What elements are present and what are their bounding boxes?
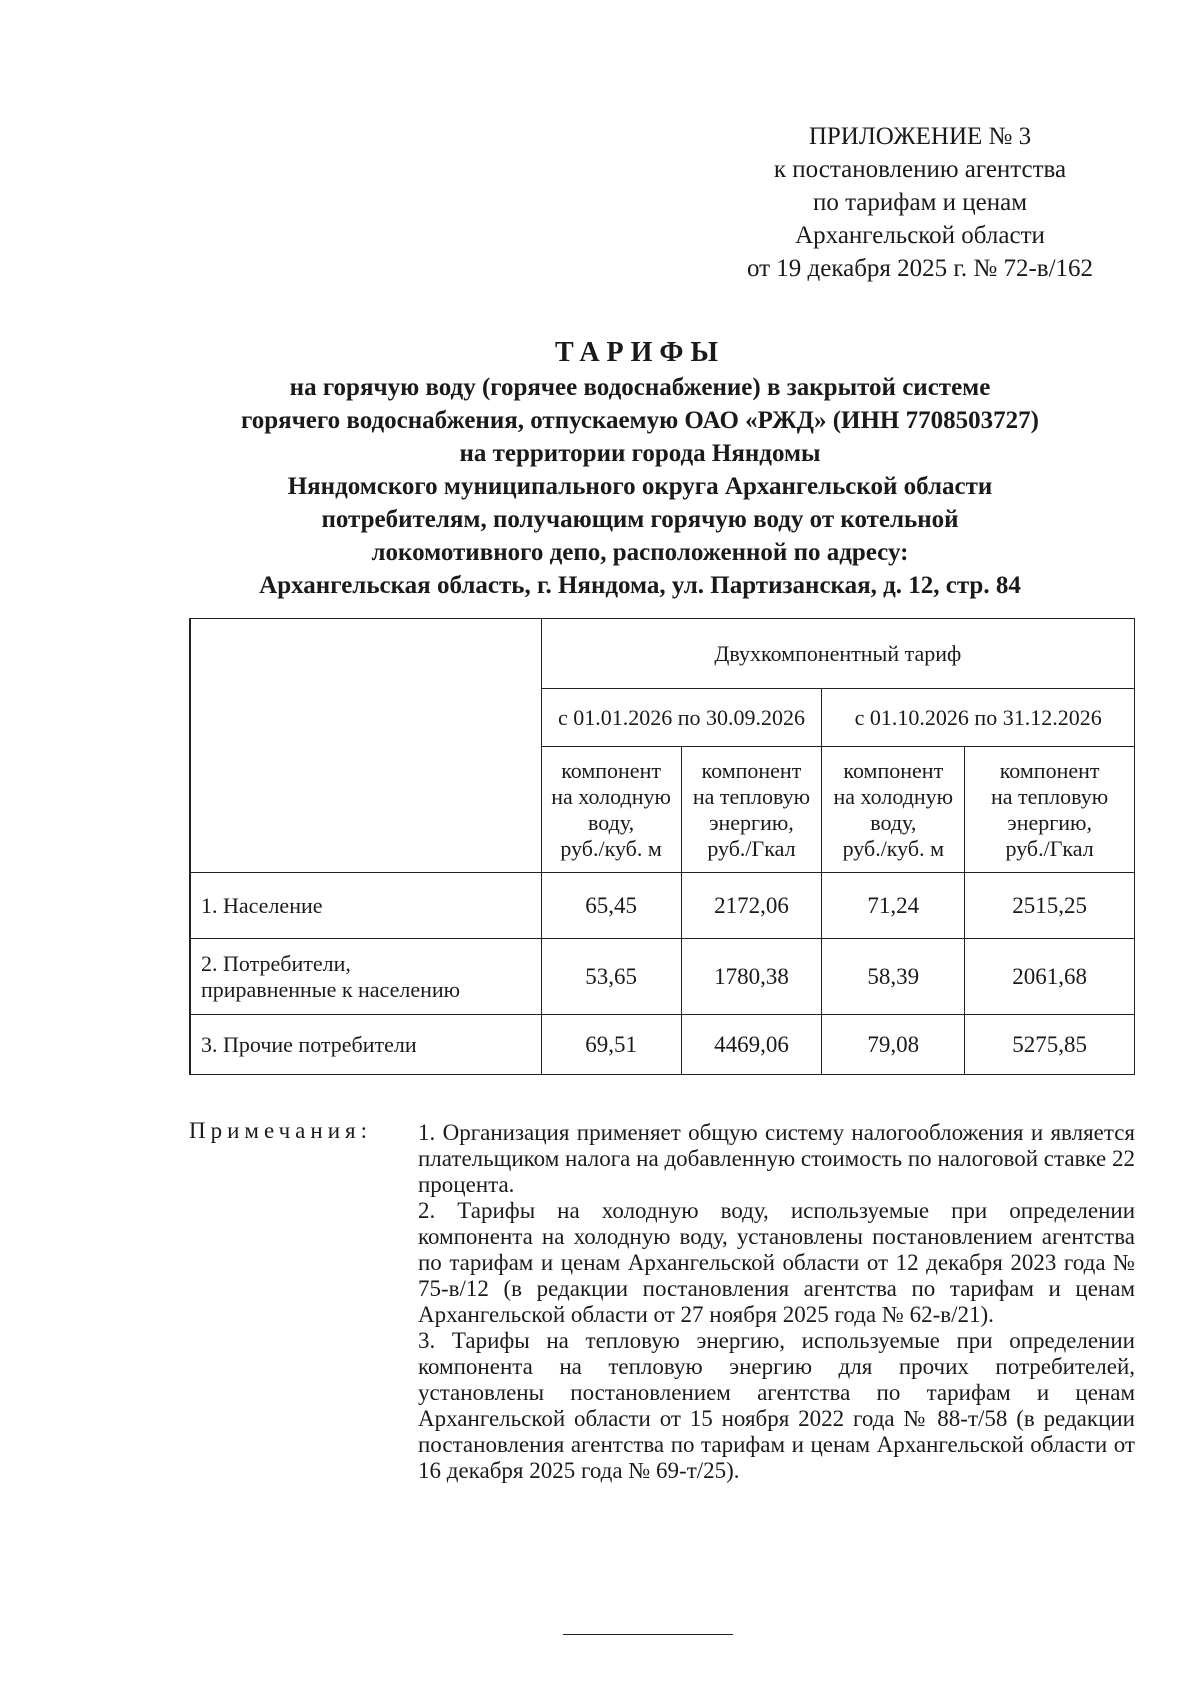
footer-divider	[563, 1634, 733, 1635]
table-row	[190, 939, 1135, 1015]
appendix-header	[700, 120, 1140, 285]
value-cell: 2172,06	[681, 873, 822, 939]
value-cell: 79,08	[822, 1015, 965, 1075]
row-label	[190, 1015, 541, 1075]
component-header-line: энергию,	[709, 809, 794, 835]
title-line: потребителям, получающим горячую воду от котельной	[321, 506, 959, 533]
component-header-line: энергию,	[1007, 809, 1092, 835]
table-header-row	[190, 619, 1135, 689]
tariff-type-header: Двухкомпонентный тариф	[541, 619, 1134, 689]
component-header-line: компонент	[561, 757, 661, 783]
table-row	[190, 873, 1135, 939]
appendix-ref-line: Архангельской области	[795, 222, 1045, 249]
value-cell: 4469,06	[681, 1015, 822, 1075]
component-header-line: на холодную	[551, 783, 671, 809]
appendix-ref-line: по тарифам и ценам	[812, 189, 1028, 216]
component-header-line: компонент	[843, 757, 944, 783]
title-line: горячего водоснабжения, отпускаемую ОАО «РЖД» (ИНН 7708503727)	[241, 407, 1039, 434]
value-cell: 2061,68	[965, 939, 1135, 1015]
title-line: на территории города Няндомы	[459, 440, 821, 467]
appendix-ref-line: к постановлению агентства	[773, 156, 1067, 183]
component-header-line: руб./Гкал	[1005, 835, 1094, 861]
tariff-table	[189, 618, 1135, 1075]
row-label-line: 3. Прочие потребители	[201, 1031, 417, 1057]
row-label-line: 2. Потребители,	[201, 950, 351, 976]
value-cell: 2515,25	[965, 873, 1135, 939]
component-header-line: руб./куб. м	[842, 835, 945, 861]
title-main: ТАРИФЫ	[555, 337, 725, 368]
value-cell: 69,51	[541, 1015, 681, 1075]
component-header	[541, 747, 681, 873]
note-item: 2. Тарифы на холодную воду, используемые при определении компонента на холодную воду, установлены постановлением агентства по тарифам и ценам Архангельской области от 12 декабря 2023 года № 75-в/12 (в редакции постановления агентства по тарифам и ценам Архангельской области от 27 ноября 2025 года № 62-в/21).	[418, 1198, 1135, 1327]
value-cell: 53,65	[541, 939, 681, 1015]
row-label-line: 1. Население	[201, 892, 323, 918]
note-item: 3. Тарифы на тепловую энергию, используемые при определении компонента на тепловую энергию для прочих потребителей, установлены постановлением агентства по тарифам и ценам Архангельской области от 15 ноября 2022 года № 88-т/58 (в редакции постановления агентства по тарифам и ценам Архангельской области от 16 декабря 2025 года № 69-т/25).	[418, 1328, 1135, 1483]
component-header-line: компонент	[701, 757, 802, 783]
value-cell: 58,39	[822, 939, 965, 1015]
value-cell: 1780,38	[681, 939, 822, 1015]
component-header	[822, 747, 965, 873]
component-header-line: воду,	[870, 809, 917, 835]
row-label	[190, 873, 541, 939]
component-header-line: на холодную	[833, 783, 954, 809]
component-header-line: компонент	[999, 757, 1100, 783]
row-label-line: приравненные к населению	[201, 976, 461, 1002]
appendix-date-number: от 19 декабря 2025 г. № 72-в/162	[746, 255, 1094, 282]
component-header-line: на тепловую	[990, 783, 1109, 809]
note-item: 1. Организация применяет общую систему налогообложения и является плательщиком налога на добавленную стоимость по налоговой ставке 22 процента.	[418, 1120, 1135, 1197]
table-corner-cell	[190, 619, 541, 873]
row-label	[190, 939, 541, 1015]
title-line: локомотивного депо, расположенной по адресу:	[371, 539, 909, 566]
component-header	[681, 747, 822, 873]
document-title	[150, 335, 1130, 602]
title-line: Няндомского муниципального округа Архангельской области	[287, 473, 993, 500]
appendix-number: ПРИЛОЖЕНИЕ № 3	[808, 123, 1032, 150]
title-line: Архангельская область, г. Няндома, ул. Партизанская, д. 12, стр. 84	[259, 572, 1021, 599]
period-header: с 01.10.2026 по 31.12.2026	[822, 689, 1135, 747]
title-line: на горячую воду (горячее водоснабжение) в закрытой системе	[289, 374, 991, 401]
component-header	[965, 747, 1135, 873]
value-cell: 5275,85	[965, 1015, 1135, 1075]
notes-label: Примечания:	[189, 1118, 372, 1143]
component-header-line: на тепловую	[692, 783, 811, 809]
component-header-line: руб./Гкал	[707, 835, 796, 861]
notes-list	[418, 1120, 1135, 1484]
table-row	[190, 1015, 1135, 1075]
component-header-line: руб./куб. м	[560, 835, 662, 861]
component-header-line: воду,	[588, 809, 635, 835]
period-header: с 01.01.2026 по 30.09.2026	[541, 689, 822, 747]
value-cell: 71,24	[822, 873, 965, 939]
value-cell: 65,45	[541, 873, 681, 939]
